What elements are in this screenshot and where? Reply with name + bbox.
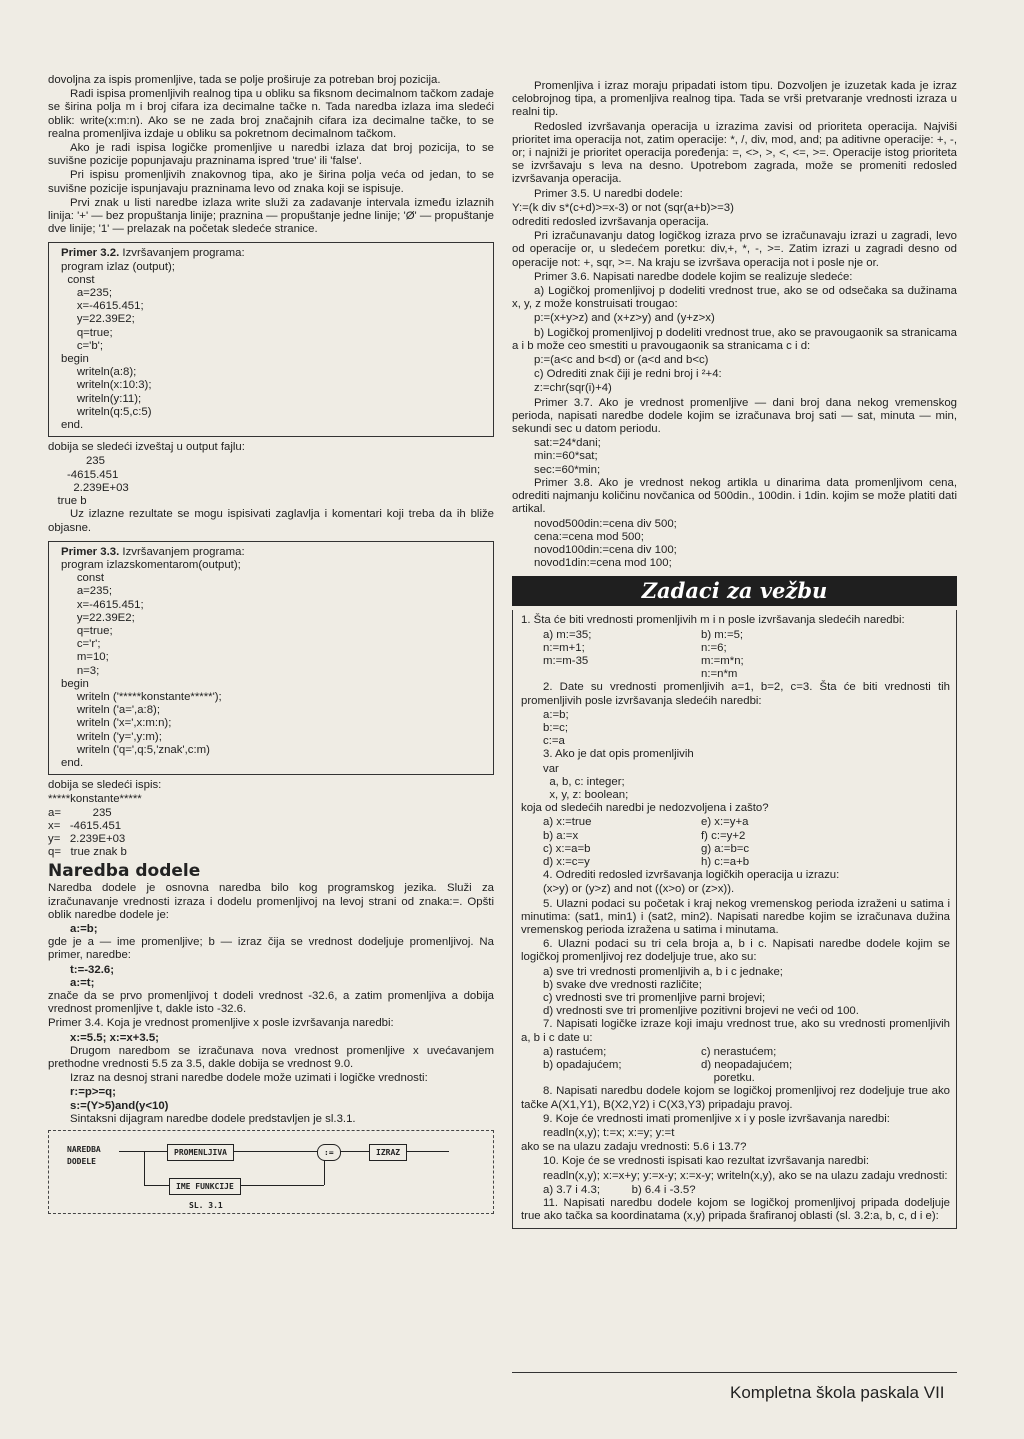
exercise-code: e) x:=y+a f) c:=y+2 g) a:=b=c h) c:=a+b: [701, 816, 750, 868]
exercise: ako se na ulazu zadaju vrednosti: 5.6 i 13.7?: [521, 1141, 747, 1154]
exercise: 5. Ulazni podaci su početak i kraj nekog vremenskog perioda izraženi u satima i minutima: (sat1, min1) i (sat2, min2). Napisati naredbe kojim se izračunava dužina vremenskog perioda izražena u satima i minutama.: [521, 897, 950, 936]
paragraph: Ako je radi ispisa logičke promenljive u naredbi izlaza dat broj pozicija, to se suvišne pozicije popunjavaju prazninama ispred 'true' ili 'false'.: [48, 142, 494, 168]
exercise: 2. Date su vrednosti promenljivih a=1, b=2, c=3. Šta će biti vrednosti tih promenljivih posle izvršavanja sledećih naredbi:: [521, 681, 950, 707]
exercise: 4. Odrediti redosled izvršavanja logičkih operacija u izrazu:: [543, 869, 840, 882]
diagram-label: NAREDBA: [67, 1145, 101, 1155]
output-listing: *****konstante***** a= 235 x= -4615.451 y= 2.239E+03 q= true znak b: [48, 793, 142, 859]
formula: z:=chr(sqr(i)+4): [534, 382, 612, 395]
paragraph: Izraz na desnoj strani naredbe dodele može uzimati i logičke vrednosti:: [70, 1072, 428, 1085]
exercise-code: readln(x,y); t:=x; x:=y; y:=t: [543, 1127, 675, 1140]
exercise-code: a) rastućem; b) opadajućem;: [543, 1045, 622, 1072]
formula: p:=(a<c and b<d) or (a<d and b<c): [534, 354, 709, 367]
paragraph: Radi ispisa promenljivih realnog tipa u obliku sa fiksnom decimalnom tačkom zadaje se širina polja m i broj cifara iza decimalne tačke n. Tada naredba izlaza ima sledeći oblik: write(x:m:n). Ako se ne zada broj značajnih cifara iza decimalne tačke, to se realna promenljiva izdaje u obliku sa pokretnom decimalnom tačkom.: [48, 88, 494, 140]
paragraph: dovoljna za ispis promenljive, tada se polje proširuje za potreban broj pozicija.: [48, 74, 441, 86]
diagram-box-function: IME FUNKCIJE: [169, 1178, 241, 1195]
exercise-code: a) m:=35; n:=m+1; m:=m-35: [543, 628, 592, 667]
exercise: 1. Šta će biti vrednosti promenljivih m i n posle izvršavanja sledećih naredbi:: [521, 614, 905, 627]
example-subtitle: Izvršavanjem programa:: [119, 247, 245, 260]
exercise-code: a:=b; b:=c; c:=a: [543, 708, 569, 748]
paragraph: c) Odrediti znak čiji je redni broj i ²+4:: [534, 368, 722, 381]
syntax-diagram: [48, 1130, 494, 1214]
exercise: koja od sledećih naredbi je nedozvoljena i zašto?: [521, 802, 769, 815]
example-subtitle: Izvršavanjem programa:: [119, 545, 245, 558]
paragraph: a) Logičkoj promenljivoj p dodeliti vrednost true, ako se od odsečaka sa dužinama x, y, z može konstruisati trougao:: [512, 285, 957, 311]
diagram-label: DODELE: [67, 1157, 96, 1167]
formula: novod500din:=cena div 500; cena:=cena mod 500; novod100din:=cena div 100; novod1din:=cena mod 100;: [534, 517, 677, 570]
paragraph: odrediti redosled izvršavanja operacija.: [512, 216, 709, 229]
exercise: 8. Napisati naredbu dodele kojom se logičkoj promenljivoj rez dodeljuje true ako tačke A(X1,Y1), B(X2,Y2) i C(X3,Y3) pripadaju pravoj.: [521, 1085, 950, 1111]
exercises-box: [512, 610, 957, 1229]
paragraph: Primer 3.6. Napisati naredbe dodele kojim se realizuje sledeće:: [534, 270, 853, 283]
exercise: 10. Koje će se vrednosti ispisati kao rezultat izvršavanja naredbi:: [543, 1155, 870, 1168]
diagram-assign-symbol: :=: [317, 1144, 341, 1161]
exercise-columns: [521, 816, 950, 869]
example-box-3-2: [48, 242, 494, 437]
exercise: 6. Ulazni podaci su tri cela broja a, b i c. Napisati naredbe dodele kojim se logičkoj promenljivoj rez dodeljuje true, ako su:: [521, 938, 950, 964]
exercise-columns: [521, 1046, 950, 1086]
formula: t:=-32.6; a:=t;: [70, 963, 114, 989]
exercise: 11. Napisati naredbu dodele kojom se logičkoj promenljivoj pripada dodeljuje true ako tačka sa koordinatama (x,y) pripada šrafiranoj oblasti (sl. 3.2:a, b, c, d i e):: [521, 1197, 950, 1223]
paragraph: Primer 3.8. Ako je vrednost nekog artikla u dinarima data promenljivom cena, odrediti najmanju količinu novčanica od 500din., 100din. i 1din. kojim se može platiti dati artikal.: [512, 476, 957, 516]
paragraph: Primer 3.4. Koja je vrednost promenljive x posle izvršavanja naredbi:: [48, 1017, 394, 1030]
exercise: 9. Koje će vrednosti imati promenljive x i y posle izvršavanja naredbi:: [543, 1112, 890, 1125]
example-title: Primer 3.2.: [61, 247, 120, 260]
formula: Y:=(k div s*(c+d)>=x-3) or not (sqr(a+b)>=3): [512, 201, 734, 214]
example-box-3-3: [48, 541, 494, 775]
exercise-code: (x>y) or (y>z) and not ((x>o) or (z>x)).: [543, 883, 735, 896]
paragraph: Pri izračunavanju datog logičkog izraza prvo se izračunavaju izrazi u zagradi, levo od operacije or, u sledećem poretku: div,+, *, -, >=. Zatim izrazi u zagradi desno od operacije not: +, sqr, >=. Na kraju se izvršava operacija not i posle nje or.: [512, 230, 957, 269]
code-listing: program izlazskomentarom(output); const a=235; x=-4615.451; y=22.39E2; q=true; c='r'; m=10; n=3; begin writeln ('*****konstante*****'); writeln ('a=',a:8); writeln ('x=',x:m:n); writeln ('y=',y:m); writeln ('q=',q:5,'znak',c:m) end.: [61, 558, 241, 769]
paragraph: Redosled izvršavanja operacija u izrazima zavisi od prioriteta operacija. Najviši prioritet ima operacija not, zatim operacije: *, /, div, mod, and; pa aditivne operacije: +, -, or; i najniži je prioritet operacija poređenja: =, <>, >, <, <=, >=. Operacije istog prioriteta se izvršavaju s leva na desno. Upotrebom zagrada, može se promeniti redosled izvršavanja operacija.: [512, 120, 957, 186]
paragraph: Sintaksni dijagram naredbe dodele predstavljen je sl.3.1.: [70, 1112, 356, 1125]
exercise: 7. Napisati logičke izraze koji imaju vrednost true, ako su vrednosti promenljivih a, b i c date u:: [521, 1018, 950, 1044]
paragraph: Drugom naredbom se izračunava nova vrednost promenljive x uvećavanjem prethodne vrednosti 5.5 za 3.5, dakle dobija se vrednost 9.0.: [48, 1044, 494, 1071]
paragraph: Primer 3.5. U naredbi dodele:: [534, 187, 683, 200]
exercise-code: a) x:=true b) a:=x c) x:=a=b d) x:=c=y: [543, 816, 592, 868]
paragraph: gde je a — ime promenljive; b — izraz čija se vrednost dodeljuje promenljivoj. Na primer, naredbe:: [48, 936, 494, 962]
exercises-banner: Zadaci za vežbu: [512, 576, 957, 606]
diagram-line: [144, 1151, 145, 1185]
formula: p:=(x+y>z) and (x+z>y) and (y+z>x): [534, 312, 715, 325]
diagram-box-expression: IZRAZ: [369, 1144, 407, 1161]
output-listing: 235 -4615.451 2.239E+03 true b: [57, 455, 129, 508]
left-column: [48, 74, 494, 1214]
footer-divider: [512, 1372, 957, 1373]
paragraph: b) Logičkoj promenljivoj p dodeliti vrednost true, ako se pravougaonik sa stranicama a i b može ceo smestiti u pravougaonik sa stranicama c i d:: [512, 326, 957, 352]
formula: a:=b;: [70, 922, 98, 935]
page-footer: Kompletna škola paskala VII: [730, 1383, 945, 1402]
exercise-code: b) m:=5; n:=6; m:=m*n; n:=n*m: [701, 628, 744, 681]
paragraph: Naredba dodele je osnovna naredba bilo kog programskog jezika. Služi za izračunavanje vrednosti izraza i dodelu promenljivoj na levoj strani od znaka:=. Opšti oblik naredbe dodele je:: [48, 882, 494, 921]
exercise-code: a) sve tri vrednosti promenljivih a, b i c jednake; b) svake dve vrednosti različite; c) vrednosti sve tri promenljive parni brojevi; d) vrednosti sve tri promenljive pozitivni brojevi ne veći od 100.: [543, 965, 859, 1018]
diagram-caption: SL. 3.1: [189, 1201, 223, 1211]
formula: x:=5.5; x:=x+3.5;: [70, 1031, 159, 1044]
diagram-box-variable: PROMENLJIVA: [167, 1144, 234, 1161]
exercise-code: a) 3.7 i 4.3; b) 6.4 i -3.5?: [543, 1183, 696, 1196]
paragraph: Prvi znak u listi naredbe izlaza write služi za zadavanje intervala između izlaznih linija: '+' — bez propuštanja linije; praznina — propuštanje jedne linije; 'Ø' — propuštanje dve linije; '1' — prelazak na početak sledeće stranice.: [48, 196, 494, 236]
formula: r:=p>=q; s:=(Y>5)and(y<10): [70, 1086, 169, 1112]
formula: sat:=24*dani; min:=60*sat; sec:=60*min;: [534, 437, 601, 476]
paragraph: Uz izlazne rezultate se mogu ispisivati zaglavlja i komentari koji treba da ih bliže objasne.: [48, 508, 494, 534]
example-title: Primer 3.3.: [61, 545, 120, 558]
exercise-code: readln(x,y); x:=x+y; y:=x-y; x:=x-y; writeln(x,y), ako se na ulazu zadaju vrednosti:: [543, 1169, 948, 1182]
section-heading: Naredba dodele: [48, 861, 201, 882]
exercise-code: c) nerastućem; d) neopadajućem; poretku.: [701, 1045, 793, 1085]
paragraph: Pri ispisu promenljivih znakovnog tipa, ako je širina polja veća od jedan, to se suvišne pozicije ispunjavaju prazninama levo od znaka koji se ispisuje.: [48, 169, 494, 195]
paragraph: znače da se prvo promenljivoj t dodeli vrednost -32.6, a zatim promenljiva a dobija vrednost promenljive t, dakle isto -32.6.: [48, 990, 494, 1016]
exercise-code: var a, b, c: integer; x, y, z: boolean;: [543, 762, 629, 801]
paragraph: dobija se sledeći ispis:: [48, 779, 162, 792]
code-listing: program izlaz (output); const a=235; x=-4615.451; y=22.39E2; q=true; c='b'; begin writeln(a:8); writeln(x:10:3); writeln(y:11); writeln(q:5,c:5) end.: [61, 260, 175, 432]
exercise: 3. Ako je dat opis promenljivih: [543, 748, 694, 761]
paragraph: Primer 3.7. Ako je vrednost promenljive — dani broj dana nekog vremenskog perioda, napisati naredbe dodele kojim se izračunava broj sati — sat, minuta — min, sekundi sec u datom periodu.: [512, 396, 957, 436]
paragraph: Promenljiva i izraz moraju pripadati istom tipu. Dozvoljen je izuzetak kada je izraz celobrojnog tipa, a promenljiva realnog tipa. Tada se vrši pretvaranje vrednosti izraza u realni tip.: [512, 80, 957, 119]
exercise-columns: [521, 629, 950, 682]
right-column: [512, 80, 957, 1229]
paragraph: dobija se sledeći izveštaj u output fajlu:: [48, 441, 245, 454]
